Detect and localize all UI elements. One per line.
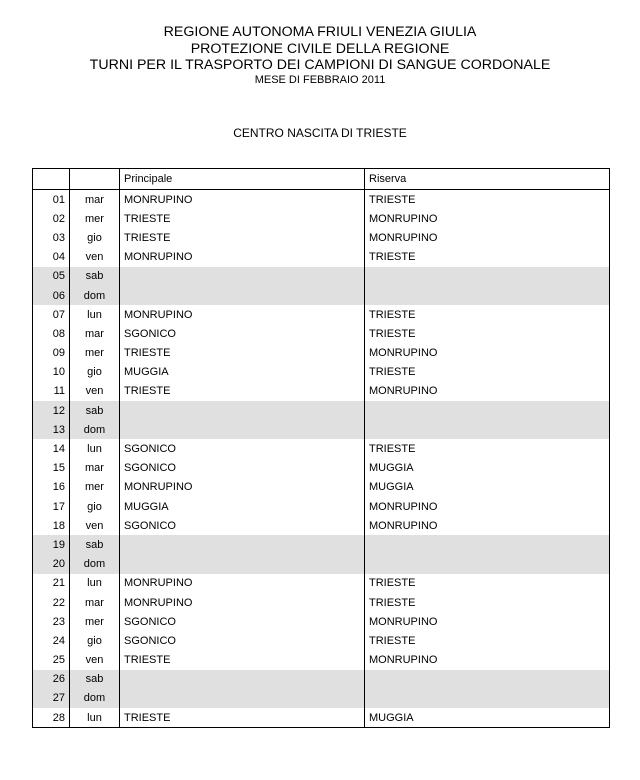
principale-cell: TRIESTE xyxy=(120,382,365,401)
weekday-cell: mar xyxy=(70,459,120,478)
table-row xyxy=(33,651,610,670)
day-cell: 25 xyxy=(33,651,70,670)
riserva-cell: TRIESTE xyxy=(365,631,610,650)
day-cell: 26 xyxy=(33,670,70,689)
header-department: PROTEZIONE CIVILE DELLA REGIONE xyxy=(190,40,450,57)
table-row xyxy=(33,670,610,689)
weekday-cell: mar xyxy=(70,593,120,612)
day-cell: 02 xyxy=(33,209,70,228)
principale-cell xyxy=(120,555,365,574)
center-subtitle: CENTRO NASCITA DI TRIESTE xyxy=(233,126,407,140)
table-row xyxy=(33,209,610,228)
table-row xyxy=(33,228,610,247)
day-cell: 06 xyxy=(33,286,70,305)
riserva-cell: MONRUPINO xyxy=(365,228,610,247)
weekday-cell: lun xyxy=(70,708,120,728)
principale-cell: MONRUPINO xyxy=(120,248,365,267)
principale-cell: MUGGIA xyxy=(120,497,365,516)
weekday-cell: mer xyxy=(70,612,120,631)
weekday-cell: lun xyxy=(70,305,120,324)
day-cell: 11 xyxy=(33,382,70,401)
document-header xyxy=(0,24,640,87)
weekday-cell: gio xyxy=(70,228,120,247)
riserva-cell: MONRUPINO xyxy=(365,382,610,401)
principale-cell: MONRUPINO xyxy=(120,190,365,210)
table-row xyxy=(33,286,610,305)
principale-cell: TRIESTE xyxy=(120,344,365,363)
weekday-cell: sab xyxy=(70,267,120,286)
table-row xyxy=(33,190,610,210)
riserva-cell xyxy=(365,555,610,574)
riserva-cell: TRIESTE xyxy=(365,363,610,382)
principale-cell: TRIESTE xyxy=(120,209,365,228)
day-cell: 13 xyxy=(33,420,70,439)
weekday-cell: gio xyxy=(70,363,120,382)
riserva-cell: TRIESTE xyxy=(365,248,610,267)
table-row xyxy=(33,267,610,286)
table-row xyxy=(33,708,610,728)
day-cell: 18 xyxy=(33,516,70,535)
day-cell: 10 xyxy=(33,363,70,382)
day-cell: 09 xyxy=(33,344,70,363)
table-body xyxy=(33,190,610,728)
header-title: TURNI PER IL TRASPORTO DEI CAMPIONI DI SANGUE CORDONALE xyxy=(89,57,551,73)
table-row xyxy=(33,305,610,324)
day-cell: 21 xyxy=(33,574,70,593)
riserva-cell xyxy=(365,689,610,708)
day-cell: 12 xyxy=(33,401,70,420)
day-cell: 01 xyxy=(33,190,70,210)
table-row xyxy=(33,363,610,382)
table-row xyxy=(33,248,610,267)
day-cell: 23 xyxy=(33,612,70,631)
riserva-cell: MONRUPINO xyxy=(365,209,610,228)
riserva-cell: TRIESTE xyxy=(365,324,610,343)
weekday-cell: gio xyxy=(70,631,120,650)
day-cell: 17 xyxy=(33,497,70,516)
principale-cell xyxy=(120,670,365,689)
riserva-cell: TRIESTE xyxy=(365,593,610,612)
weekday-cell: dom xyxy=(70,689,120,708)
weekday-cell: dom xyxy=(70,286,120,305)
principale-cell: SGONICO xyxy=(120,324,365,343)
principale-cell: SGONICO xyxy=(120,439,365,458)
principale-cell: TRIESTE xyxy=(120,651,365,670)
principale-cell: TRIESTE xyxy=(120,708,365,728)
weekday-cell: ven xyxy=(70,382,120,401)
header-region: REGIONE AUTONOMA FRIULI VENEZIA GIULIA xyxy=(163,24,477,40)
riserva-cell: TRIESTE xyxy=(365,305,610,324)
principale-cell: SGONICO xyxy=(120,612,365,631)
principale-cell xyxy=(120,401,365,420)
table-row xyxy=(33,535,610,554)
principale-cell: TRIESTE xyxy=(120,228,365,247)
riserva-cell: MONRUPINO xyxy=(365,497,610,516)
riserva-cell: MUGGIA xyxy=(365,459,610,478)
day-cell: 24 xyxy=(33,631,70,650)
table-row xyxy=(33,612,610,631)
principale-cell: MONRUPINO xyxy=(120,593,365,612)
weekday-cell: sab xyxy=(70,401,120,420)
riserva-cell: MUGGIA xyxy=(365,708,610,728)
weekday-cell: dom xyxy=(70,555,120,574)
principale-cell: MUGGIA xyxy=(120,363,365,382)
riserva-cell xyxy=(365,670,610,689)
weekday-cell: sab xyxy=(70,670,120,689)
table-row xyxy=(33,516,610,535)
principale-cell: SGONICO xyxy=(120,631,365,650)
header-cell-weekday xyxy=(70,169,120,190)
header-month: MESE DI FEBBRAIO 2011 xyxy=(254,73,386,86)
weekday-cell: mar xyxy=(70,324,120,343)
day-cell: 28 xyxy=(33,708,70,728)
header-cell-riserva: Riserva xyxy=(365,169,610,190)
principale-cell xyxy=(120,420,365,439)
header-cell-principale: Principale xyxy=(120,169,365,190)
principale-cell xyxy=(120,286,365,305)
principale-cell: SGONICO xyxy=(120,459,365,478)
riserva-cell: MONRUPINO xyxy=(365,516,610,535)
day-cell: 15 xyxy=(33,459,70,478)
principale-cell: MONRUPINO xyxy=(120,478,365,497)
shift-table xyxy=(32,168,610,728)
table-row xyxy=(33,689,610,708)
table-row xyxy=(33,497,610,516)
day-cell: 27 xyxy=(33,689,70,708)
riserva-cell: TRIESTE xyxy=(365,439,610,458)
day-cell: 07 xyxy=(33,305,70,324)
weekday-cell: sab xyxy=(70,535,120,554)
riserva-cell: MONRUPINO xyxy=(365,612,610,631)
day-cell: 14 xyxy=(33,439,70,458)
riserva-cell: TRIESTE xyxy=(365,190,610,210)
riserva-cell xyxy=(365,286,610,305)
table-row xyxy=(33,555,610,574)
table-row xyxy=(33,459,610,478)
table-row xyxy=(33,478,610,497)
principale-cell xyxy=(120,689,365,708)
principale-cell: SGONICO xyxy=(120,516,365,535)
day-cell: 20 xyxy=(33,555,70,574)
table-row xyxy=(33,593,610,612)
day-cell: 16 xyxy=(33,478,70,497)
riserva-cell: MUGGIA xyxy=(365,478,610,497)
day-cell: 05 xyxy=(33,267,70,286)
table-row xyxy=(33,401,610,420)
table-row xyxy=(33,420,610,439)
day-cell: 19 xyxy=(33,535,70,554)
table-row xyxy=(33,324,610,343)
table-row xyxy=(33,382,610,401)
weekday-cell: ven xyxy=(70,248,120,267)
table-row xyxy=(33,631,610,650)
weekday-cell: mer xyxy=(70,209,120,228)
principale-cell xyxy=(120,535,365,554)
table-row xyxy=(33,439,610,458)
riserva-cell xyxy=(365,267,610,286)
day-cell: 22 xyxy=(33,593,70,612)
header-cell-day xyxy=(33,169,70,190)
riserva-cell: TRIESTE xyxy=(365,574,610,593)
riserva-cell xyxy=(365,420,610,439)
table-header-row xyxy=(33,169,610,190)
weekday-cell: ven xyxy=(70,516,120,535)
riserva-cell xyxy=(365,401,610,420)
riserva-cell xyxy=(365,535,610,554)
weekday-cell: ven xyxy=(70,651,120,670)
weekday-cell: mer xyxy=(70,478,120,497)
weekday-cell: lun xyxy=(70,574,120,593)
table-row xyxy=(33,574,610,593)
riserva-cell: MONRUPINO xyxy=(365,651,610,670)
day-cell: 08 xyxy=(33,324,70,343)
riserva-cell: MONRUPINO xyxy=(365,344,610,363)
weekday-cell: lun xyxy=(70,439,120,458)
principale-cell xyxy=(120,267,365,286)
weekday-cell: mer xyxy=(70,344,120,363)
weekday-cell: dom xyxy=(70,420,120,439)
day-cell: 04 xyxy=(33,248,70,267)
weekday-cell: gio xyxy=(70,497,120,516)
day-cell: 03 xyxy=(33,228,70,247)
weekday-cell: mar xyxy=(70,190,120,210)
principale-cell: MONRUPINO xyxy=(120,574,365,593)
table-row xyxy=(33,344,610,363)
principale-cell: MONRUPINO xyxy=(120,305,365,324)
